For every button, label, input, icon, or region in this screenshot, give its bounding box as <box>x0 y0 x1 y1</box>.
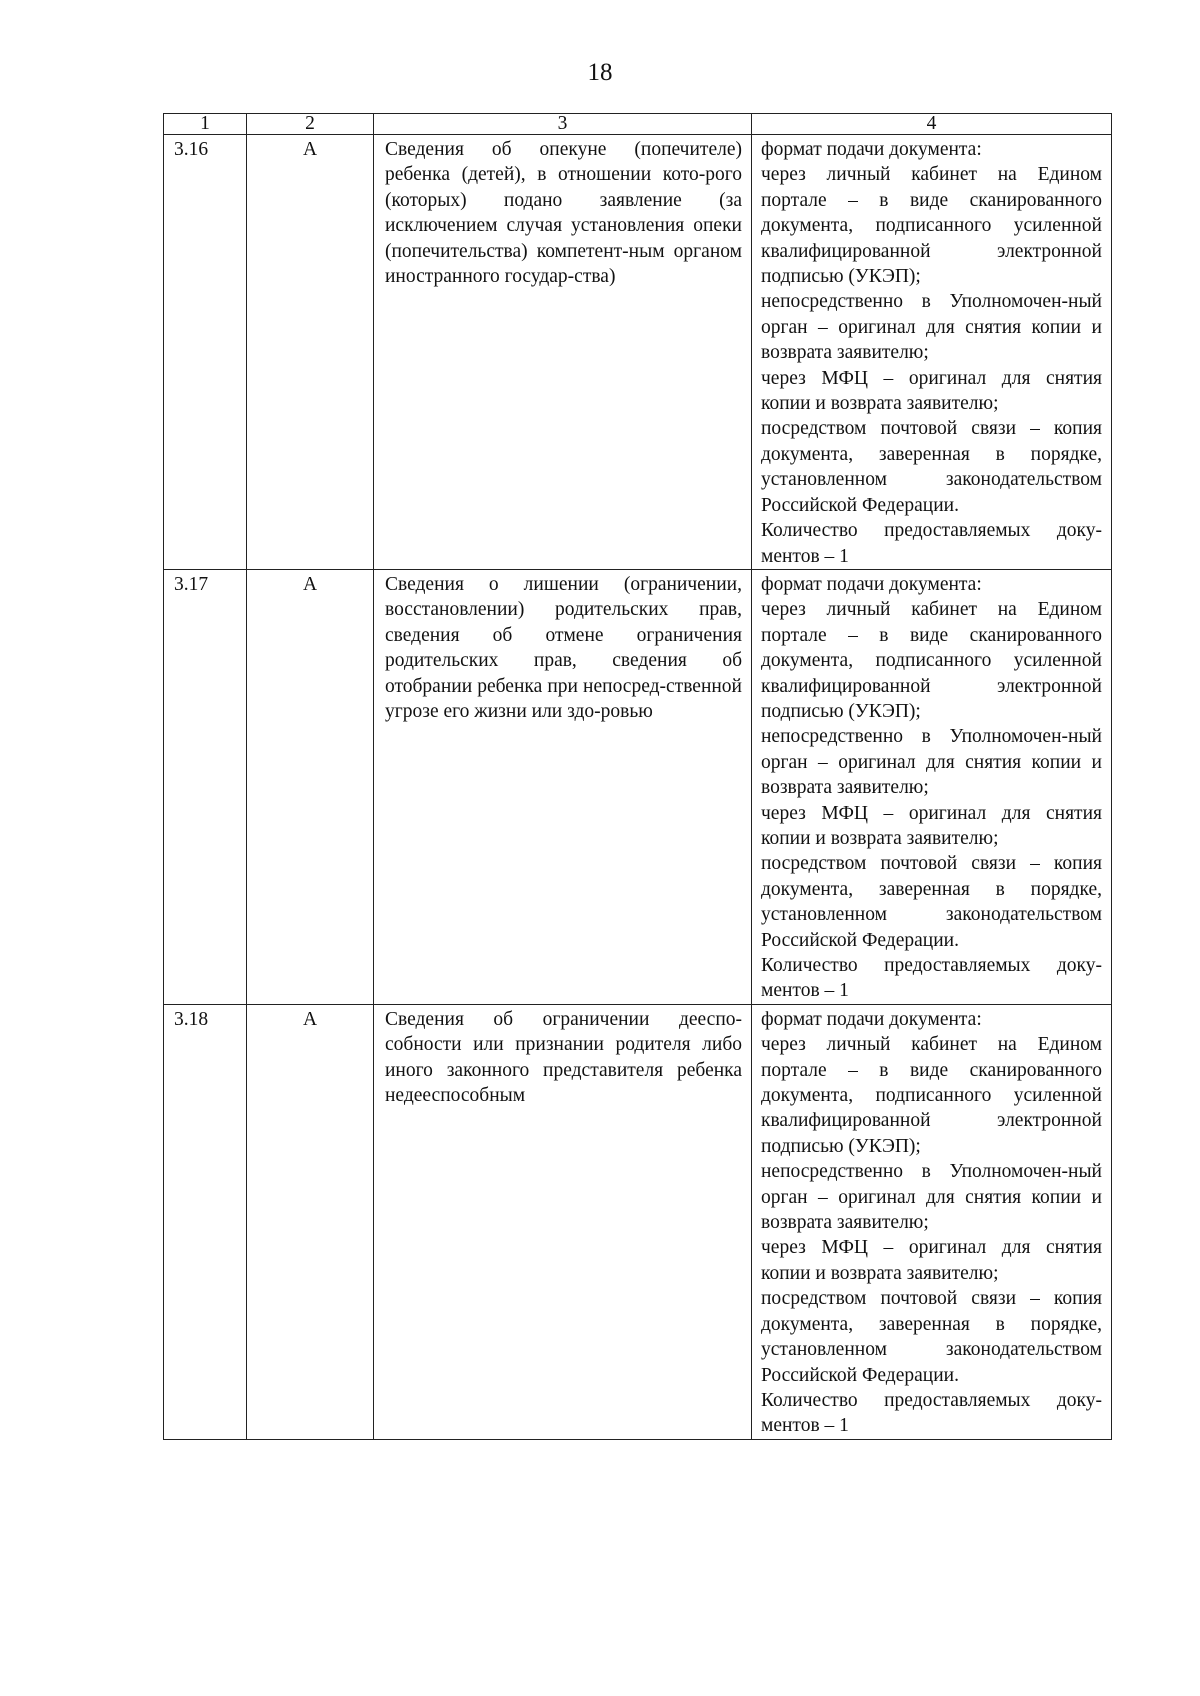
document-description: Сведения об ограничении дееспо-собности или признании родителя либо иного законного представителя ребенка недееспособным <box>374 1004 752 1439</box>
table-body <box>164 135 1112 1440</box>
document-description: Сведения о лишении (ограничении, восстановлении) родительских прав, сведения об отмене ограничения родительских прав, сведения об отобрании ребенка при непосред-ственной угрозе его жизни или здо-ровью <box>374 569 752 1004</box>
submission-format: формат подачи документа: через личный кабинет на Едином портале – в виде сканированного документа, подписанного усиленной квалифицированной электронной подписью (УКЭП); непосредственно в Уполномочен-ный орган – оригинал для снятия копии и возврата заявителю; через МФЦ – оригинал для снятия копии и возврата заявителю; посредством почтовой связи – копия документа, заверенная в порядке, установленном законодательством Российской Федерации. Количество предоставляемых доку-ментов – 1 <box>752 135 1112 570</box>
column-header-2: 2 <box>247 114 374 135</box>
document-description: Сведения об опекуне (попечителе) ребенка (детей), в отношении кото-рого (которых) подано заявление (за исключением случая установления опеки (попечительства) компетент-ным органом иностранного государ-ства) <box>374 135 752 570</box>
column-header-1: 1 <box>164 114 247 135</box>
header-row <box>164 114 1112 135</box>
row-code: А <box>247 569 374 1004</box>
table-row <box>164 135 1112 570</box>
row-number: 3.16 <box>164 135 247 570</box>
submission-format: формат подачи документа: через личный кабинет на Едином портале – в виде сканированного документа, подписанного усиленной квалифицированной электронной подписью (УКЭП); непосредственно в Уполномочен-ный орган – оригинал для снятия копии и возврата заявителю; через МФЦ – оригинал для снятия копии и возврата заявителю; посредством почтовой связи – копия документа, заверенная в порядке, установленном законодательством Российской Федерации. Количество предоставляемых доку-ментов – 1 <box>752 569 1112 1004</box>
document-table <box>163 113 1112 1440</box>
row-number: 3.18 <box>164 1004 247 1439</box>
column-header-4: 4 <box>752 114 1112 135</box>
page-number: 18 <box>587 59 613 86</box>
table-header <box>164 114 1112 135</box>
row-code: А <box>247 1004 374 1439</box>
row-number: 3.17 <box>164 569 247 1004</box>
table-row <box>164 569 1112 1004</box>
row-code: А <box>247 135 374 570</box>
submission-format: формат подачи документа: через личный кабинет на Едином портале – в виде сканированного документа, подписанного усиленной квалифицированной электронной подписью (УКЭП); непосредственно в Уполномочен-ный орган – оригинал для снятия копии и возврата заявителю; через МФЦ – оригинал для снятия копии и возврата заявителю; посредством почтовой связи – копия документа, заверенная в порядке, установленном законодательством Российской Федерации. Количество предоставляемых доку-ментов – 1 <box>752 1004 1112 1439</box>
column-header-3: 3 <box>374 114 752 135</box>
table-row <box>164 1004 1112 1439</box>
